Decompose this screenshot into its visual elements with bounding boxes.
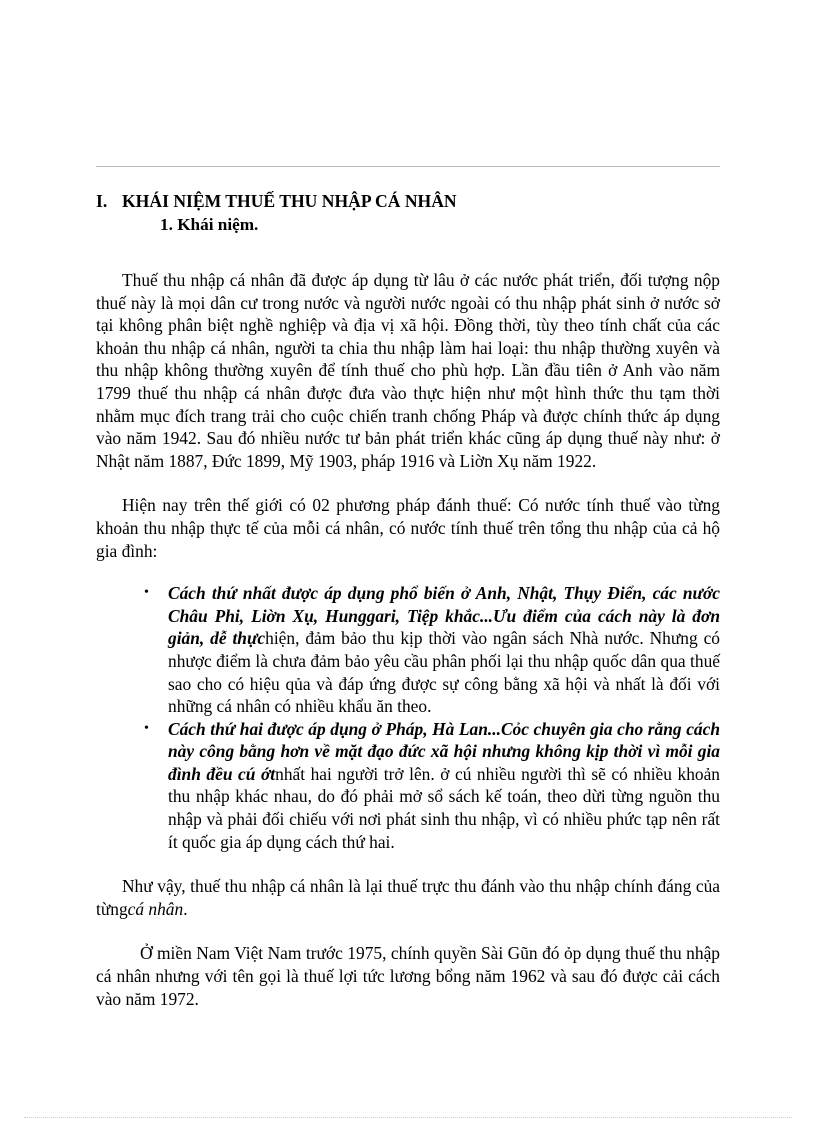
method-two-text: nhất hai người trở lên. ở cú nhiều người thì sẽ có nhiều khoản thu nhập khác nhau, do đó phải mở sổ sách kế toán, theo dừi từng nguồn thu nhập và phải đối chiếu với nơi phát sinh thu nhập, vì có nhiều phức tạp nên rất ít quốc gia áp dụng cách thứ hai. bbox=[168, 763, 720, 852]
section-title: KHÁI NIỆM THUẾ THU NHẬP CÁ NHÂN bbox=[122, 191, 457, 211]
method-one-emphasis: Cách thứ nhất được áp dụng phổ biến ở Anh, Nhật, Thụy Điển, các nước Châu Phi, Liờn Xụ, Hunggari, Tiệp khắc...Ưu điểm của cách này là đơn giản, dễ thực bbox=[168, 583, 720, 649]
section-number: I. bbox=[96, 191, 108, 211]
section-heading bbox=[96, 190, 720, 213]
methods-list bbox=[96, 582, 720, 853]
document-body bbox=[96, 190, 720, 1010]
paragraph-methods-intro: Hiện nay trên thế giới có 02 phương pháp đánh thuế: Có nước tính thuế vào từng khoản thu nhập thực tế của mỗi cá nhân, có nước tính thuế trên tổng thu nhập của cả hộ gia đình: bbox=[96, 495, 720, 561]
paragraph-history: Thuế thu nhập cá nhân đã được áp dụng từ lâu ở các nước phát triển, đối tượng nộp thuế này là mọi dân cư trong nước và người nước ngoài có thu nhập phát sinh ở nước sở tại không phân biệt nghề nghiệp và địa vị xã hội. Đồng thời, tùy theo tính chất của các khoản thu nhập cá nhân, người ta chia thu nhập làm hai loại: thu nhập thường xuyên và thu nhập không thường xuyên để tính thuế cho phù hợp. Lần đầu tiên ở Anh vào năm 1799 thuế thu nhập cá nhân được đưa vào thực hiện như một hình thức thu tạm thời nhằm mục đích trang trải cho cuộc chiến tranh chống Pháp và được chính thức áp dụng vào năm 1942. Sau đó nhiều nước tư bản phát triển khác cũng áp dụng thuế này như: ở Nhật năm 1887, Đức 1899, Mỹ 1903, pháp 1916 và Liờn Xụ năm 1922. bbox=[96, 270, 720, 471]
paragraph-summary bbox=[96, 875, 720, 920]
summary-text: Như vậy, thuế thu nhập cá nhân là lại thuế trực thu đánh vào thu nhập chính đáng của từng bbox=[96, 876, 720, 919]
method-one-text: hiện, đảm bảo thu kịp thời vào ngân sách Nhà nước. Nhưng có nhược điểm là chưa đảm bảo yêu cầu phân phối lại thu nhập quốc dân qua thuế sao cho có hiệu qủa và đáp ứng được sự công bằng xã hội và nhất là đối với những cá nhân có nhiều khẩu ăn theo. bbox=[168, 628, 721, 717]
list-item bbox=[144, 582, 721, 718]
summary-end: . bbox=[183, 898, 188, 919]
subsection-heading: 1. Khái niệm. bbox=[160, 215, 259, 234]
method-two-emphasis: Cách thứ hai được áp dụng ở Pháp, Hà Lan...Cỏc chuyên gia cho rằng cách này công bằng hơn về mặt đạo đức xã hội nhưng không kịp thời vì mỗi gia đình đều cú ớt bbox=[168, 718, 720, 784]
paragraph-vietnam-history: Ở miền Nam Việt Nam trước 1975, chính quyền Sài Gũn đó ỏp dụng thuế thu nhập cá nhân nhưng với tên gọi là thuế lợi tức lương bổng năm 1962 và sau đó được cải cách vào năm 1972. bbox=[96, 943, 720, 1009]
footer-rule bbox=[24, 1117, 792, 1118]
summary-italic: cá nhân bbox=[127, 898, 184, 919]
bullet-icon: • bbox=[144, 720, 149, 736]
list-item bbox=[144, 718, 720, 854]
header-rule bbox=[96, 166, 720, 167]
bullet-icon: • bbox=[144, 585, 149, 601]
